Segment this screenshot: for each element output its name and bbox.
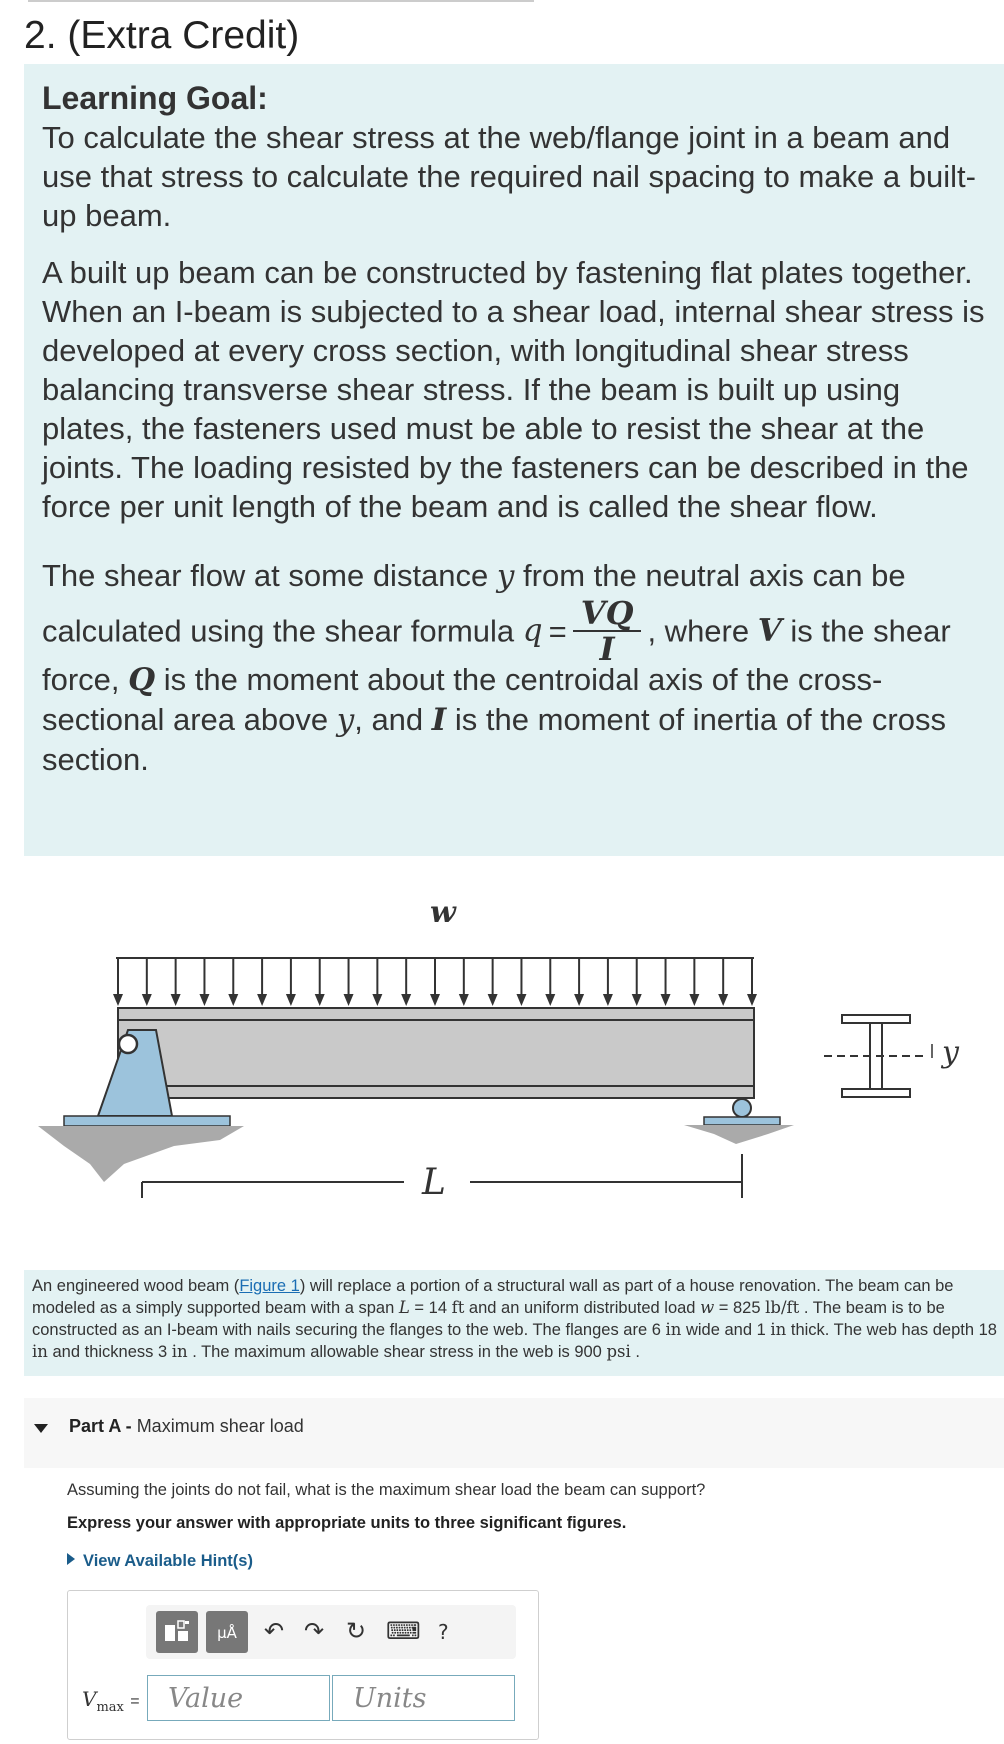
load-arrow-head — [603, 994, 613, 1006]
pin-hole — [119, 1035, 137, 1053]
y-label: y — [942, 1035, 959, 1070]
load-arrow-head — [142, 994, 152, 1006]
top-divider — [28, 0, 534, 2]
load-arrow-head — [257, 994, 267, 1006]
learning-goal-text: To calculate the shear stress at the web/flange joint in a beam and use that stress to calculate the required nail spacing to make a built-up beam. — [42, 120, 976, 233]
load-arrow-head — [488, 994, 498, 1006]
load-arrow-head — [459, 994, 469, 1006]
problem-description: An engineered wood beam (Figure 1) will replace a portion of a structural wall as part of a house renovation. The beam can be modeled as a simply supported beam with a span L = 14 ft and an uniform distributed load w = 825 lb/ft . The beam is to be constructed as an I-beam with nails securing the flanges to the web. The flanges are 6 in wide and 1 in thick. The web has depth 18 in and thickness 3 in . The maximum allowable shear stress in the web is 900 psi . — [24, 1270, 1004, 1376]
load-arrow-head — [199, 994, 209, 1006]
section-top-flange — [842, 1015, 910, 1023]
pin-base-plate — [64, 1116, 230, 1126]
load-arrow-head — [661, 994, 671, 1006]
built-up-beam-paragraph: A built up beam can be constructed by fastening flat plates together. When an I-beam is subjected to a shear load, internal shear stress is developed at every cross section, with longitudinal shear stress balancing transverse shear stress. If the beam is built up using plates, the fasteners used must be able to resist the shear at the joints. The loading resisted by the fasteners can be described in the force per unit length of the beam and is called the shear flow. — [42, 255, 985, 524]
part-a-header[interactable] — [24, 1398, 1004, 1468]
figure-link[interactable]: Figure 1 — [239, 1277, 300, 1295]
load-arrow-head — [430, 994, 440, 1006]
load-arrow-head — [171, 994, 181, 1006]
roller — [733, 1099, 751, 1117]
question-text: Assuming the joints do not fail, what is the maximum shear load the beam can support? — [67, 1481, 706, 1499]
pin-ground — [38, 1126, 244, 1182]
answer-variable-label: $V_{max}$ = — [82, 1687, 140, 1715]
load-arrow-head — [113, 994, 123, 1006]
load-arrow-head — [545, 994, 555, 1006]
keyboard-icon[interactable]: ⌨ — [386, 1617, 421, 1645]
distributed-load-arrows — [113, 958, 757, 1006]
load-arrow-head — [718, 994, 728, 1006]
shear-formula-line: calculated using the shear formula q = $\frac{VQ}{I}$ , where V is the shear — [42, 594, 951, 668]
value-input[interactable]: Value — [147, 1675, 330, 1721]
shear-formula-fraction: $\frac{VQ}{I}$ — [573, 596, 642, 666]
beam-bottom-flange — [118, 1086, 754, 1098]
roller-base-plate — [704, 1117, 780, 1125]
load-arrow-head — [516, 994, 526, 1006]
answer-box — [67, 1590, 539, 1740]
load-arrow-head — [344, 994, 354, 1006]
load-arrow-head — [689, 994, 699, 1006]
formula-q: q — [522, 612, 543, 649]
reset-icon[interactable]: ↻ — [346, 1617, 367, 1645]
hint-arrow-icon — [67, 1553, 75, 1565]
load-arrow-head — [747, 994, 757, 1006]
units-button[interactable]: μÅ — [206, 1611, 248, 1653]
units-input[interactable]: Units — [332, 1675, 515, 1721]
load-arrow-head — [372, 994, 382, 1006]
load-arrow-head — [632, 994, 642, 1006]
beam-figure — [24, 868, 1004, 1268]
load-arrow-head — [401, 994, 411, 1006]
load-arrow-head — [574, 994, 584, 1006]
view-hints-link[interactable]: View Available Hint(s) — [67, 1552, 253, 1571]
learning-goal-heading: Learning Goal: — [42, 80, 268, 116]
question-title: 2. (Extra Credit) — [24, 14, 300, 57]
learning-goal-panel — [24, 64, 1004, 856]
load-arrow-head — [228, 994, 238, 1006]
redo-icon[interactable]: ↷ — [304, 1617, 325, 1645]
span-label: L — [422, 1162, 446, 1203]
answer-instruction: Express your answer with appropriate units to three significant figures. — [67, 1514, 627, 1532]
part-a-label: Part A - Maximum shear load — [69, 1416, 304, 1436]
beam-diagram — [24, 868, 1004, 1268]
load-arrow-head — [315, 994, 325, 1006]
math-toolbar — [146, 1605, 516, 1659]
roller-ground — [684, 1125, 794, 1144]
section-bottom-flange — [842, 1089, 910, 1097]
load-arrow-head — [286, 994, 296, 1006]
beam-web — [118, 1020, 754, 1086]
templates-icon — [156, 1611, 198, 1653]
help-icon[interactable]: ? — [438, 1620, 449, 1644]
undo-icon[interactable]: ↶ — [264, 1617, 285, 1645]
load-label: w — [430, 895, 456, 930]
collapse-triangle-icon[interactable] — [34, 1424, 48, 1433]
shear-flow-paragraph: The shear flow at some distance y from the neutral axis can be calculated using the shear formula q = $\frac{VQ}{I}$ , where V is the shear force, Q is the moment about the centroidal axis of the cross- sectional area above y, and I is the moment of inertia of the cross section. — [42, 556, 992, 779]
templates-button[interactable] — [156, 1611, 198, 1653]
beam-top-flange — [118, 1008, 754, 1020]
